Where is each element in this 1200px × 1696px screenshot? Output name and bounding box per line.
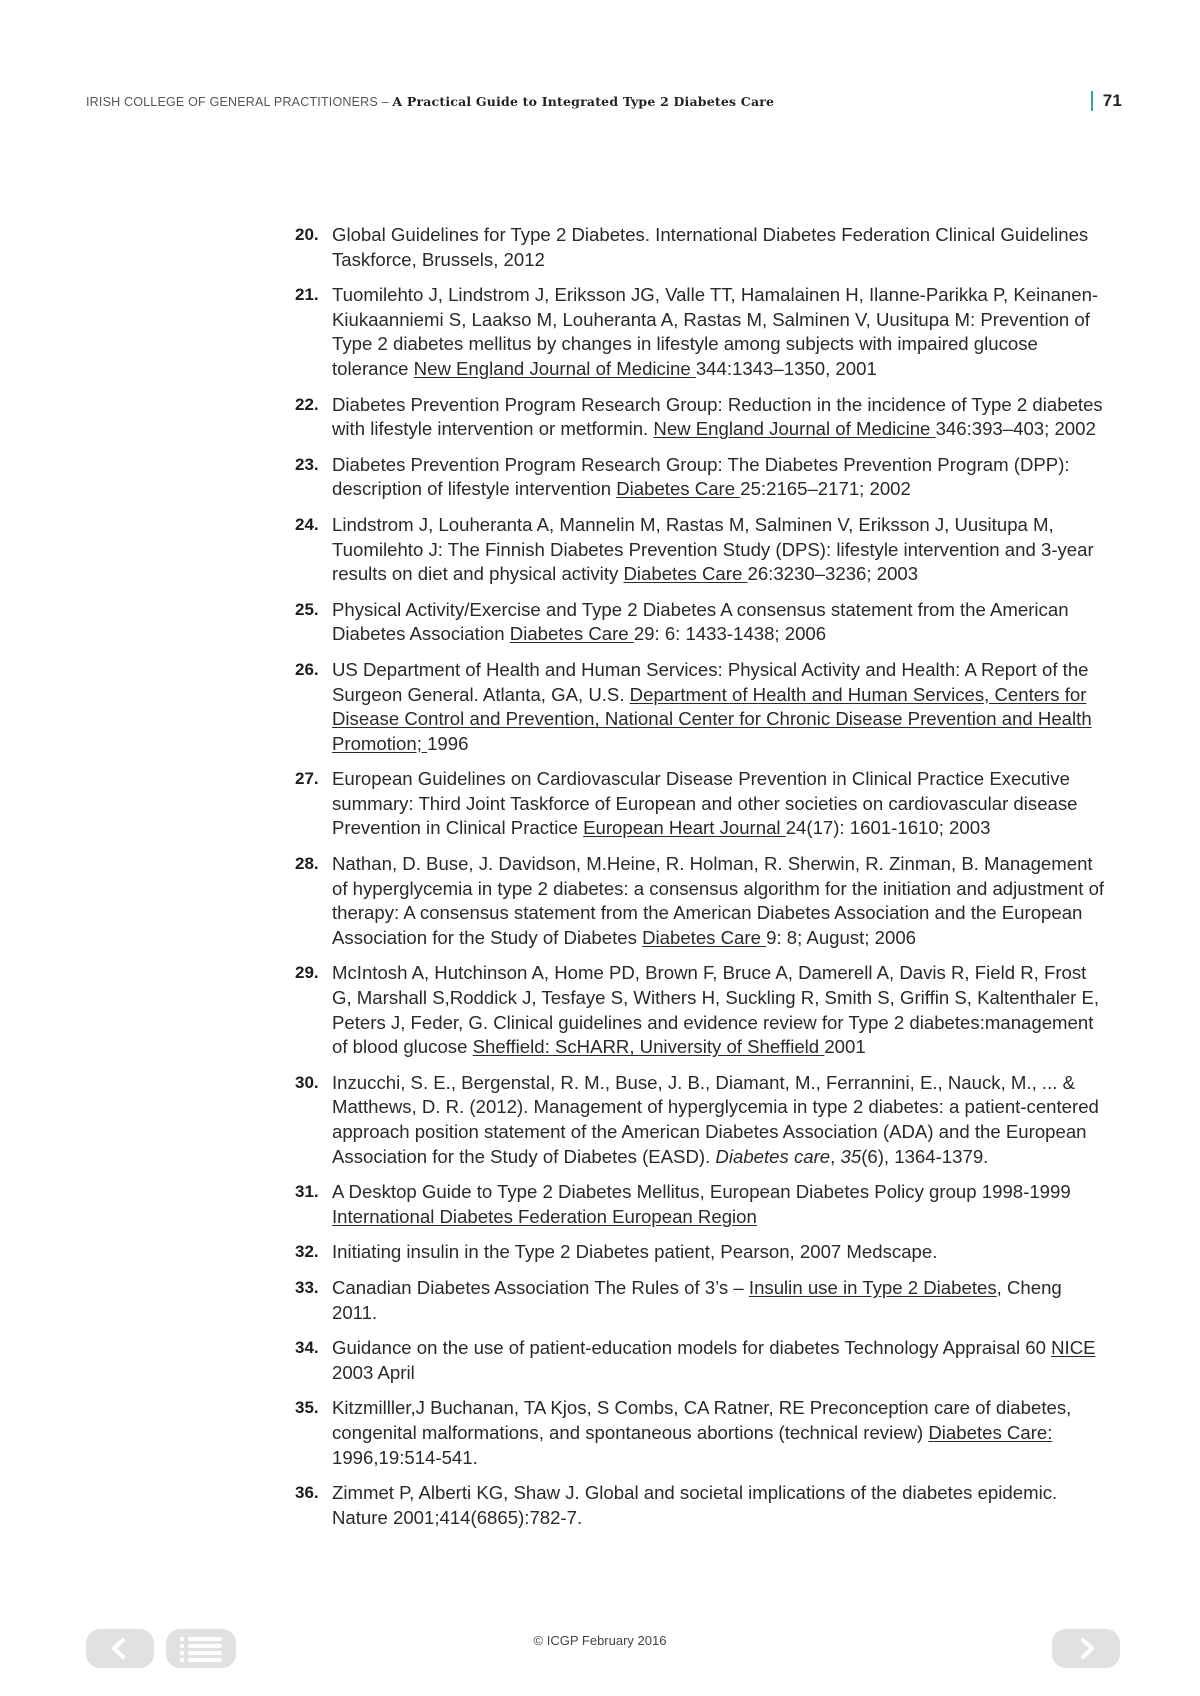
reference-item — [290, 1396, 1110, 1470]
reference-text: US Department of Health and Human Services: Physical Activity and Health: A Report of the Surgeon General. Atlanta, GA, U.S. — [332, 658, 1089, 705]
reference-text: 346:393–403; 2002 — [935, 418, 1096, 440]
reference-number: 25. — [295, 599, 319, 619]
reference-item — [290, 223, 1110, 272]
reference-text: 9: 8; August; 2006 — [766, 926, 917, 948]
reference-number: 35. — [295, 1398, 319, 1418]
contents-menu-button[interactable] — [166, 1629, 236, 1668]
reference-number: 33. — [295, 1277, 319, 1297]
reference-item — [290, 1240, 1110, 1265]
reference-italic-text: Diabetes care — [715, 1145, 831, 1167]
reference-item — [290, 393, 1110, 442]
reference-text: Diabetes Prevention Program Research Group: The Diabetes Prevention Program (DPP): description of lifestyle intervention — [332, 453, 1070, 500]
reference-text: McIntosh A, Hutchinson A, Home PD, Brown F, Bruce A, Damerell A, Davis R, Field R, Frost G, Marshall S,Roddick J, Tesfaye S, Withers H, Suckling R, Smith S, Griffin S, Kaltenthaler E, Peters J, Feder, G. Clinical guidelines and evidence review for Type 2 diabetes:management of blood glucose — [332, 962, 1100, 1058]
reference-item — [290, 283, 1110, 381]
page-header — [86, 91, 1122, 118]
reference-item — [290, 1276, 1110, 1325]
reference-number: 22. — [295, 394, 319, 414]
reference-link[interactable]: Diabetes Care — [623, 563, 748, 585]
header-separator: – — [377, 95, 393, 109]
reference-item — [290, 598, 1110, 647]
reference-link[interactable]: NICE — [1051, 1337, 1096, 1359]
reference-text: Lindstrom J, Louheranta A, Mannelin M, Rastas M, Salminen V, Eriksson J, Uusitupa M, Tuomilehto J: The Finnish Diabetes Prevention Study (DPS): lifestyle intervention and 3-year results on diet and physical activity — [332, 513, 1094, 585]
reference-number: 29. — [295, 963, 319, 983]
reference-number: 27. — [295, 769, 319, 789]
reference-link[interactable]: Diabetes Care: — [928, 1421, 1053, 1443]
reference-text: 26:3230–3236; 2003 — [747, 563, 919, 585]
reference-number: 26. — [295, 659, 319, 679]
reference-link[interactable]: Insulin use in Type 2 Diabetes — [748, 1276, 997, 1298]
reference-text: Nathan, D. Buse, J. Davidson, M.Heine, R. Holman, R. Sherwin, R. Zinman, B. Management of hyperglycemia in type 2 diabetes: a consensus algorithm for the initiation and adjustment of therapy: A consensus statement from the American Diabetes Association and the European Association for the Study of Diabetes — [332, 853, 1105, 948]
reference-link[interactable]: Diabetes Care — [642, 926, 767, 948]
reference-text: , Cheng 2011. — [332, 1276, 1062, 1323]
reference-text: 1996 — [427, 732, 469, 754]
reference-item — [290, 658, 1110, 756]
reference-text: Initiating insulin in the Type 2 Diabetes patient, Pearson, 2007 Medscape. — [332, 1241, 938, 1263]
reference-italic-text: 35 — [840, 1145, 862, 1167]
reference-text: 25:2165–2171; 2002 — [740, 478, 911, 500]
reference-item — [290, 453, 1110, 502]
reference-item — [290, 1180, 1110, 1229]
reference-item — [290, 852, 1110, 950]
reference-list — [290, 223, 1110, 1541]
reference-link[interactable]: Diabetes Care — [616, 478, 741, 500]
reference-text: Physical Activity/Exercise and Type 2 Diabetes A consensus statement from the American Diabetes Association — [332, 598, 1069, 645]
reference-number: 30. — [295, 1072, 319, 1092]
copyright-notice: © ICGP February 2016 — [533, 1633, 667, 1648]
reference-item — [290, 513, 1110, 587]
previous-page-button[interactable] — [86, 1629, 154, 1668]
reference-item — [290, 1336, 1110, 1385]
header-org: IRISH COLLEGE OF GENERAL PRACTITIONERS — [86, 95, 378, 109]
reference-item — [290, 767, 1110, 841]
chevron-right-icon — [1052, 1629, 1120, 1668]
reference-text: Canadian Diabetes Association The Rules of 3’s – — [332, 1276, 749, 1298]
page-number: 71 — [1091, 91, 1122, 111]
header-title: A Practical Guide to Integrated Type 2 Diabetes Care — [392, 94, 775, 109]
next-page-button[interactable] — [1052, 1629, 1120, 1668]
reference-text: 29: 6: 1433-1438; 2006 — [633, 623, 827, 645]
reference-text: Inzucchi, S. E., Bergenstal, R. M., Buse, J. B., Diamant, M., Ferrannini, E., Nauck, M., ... & Matthews, D. R. (2012). Management of hyperglycemia in type 2 diabetes: a patient-centered approach position statement of the American Diabetes Association (ADA) and the European Association for the Study of Diabetes (EASD). — [332, 1071, 1099, 1167]
reference-text: Diabetes Prevention Program Research Group: Reduction in the incidence of Type 2 diabetes with lifestyle intervention or metformin. — [332, 393, 1103, 440]
reference-item — [290, 1481, 1110, 1530]
reference-text: 344:1343–1350, 2001 — [695, 357, 877, 379]
reference-text: European Guidelines on Cardiovascular Disease Prevention in Clinical Practice Executive summary: Third Joint Taskforce of European and other societies on cardiovascular disease Prevention in Clinical Practice — [332, 768, 1078, 839]
reference-number: 21. — [295, 285, 319, 305]
list-menu-icon — [166, 1629, 236, 1668]
reference-link[interactable]: Department of Health and Human Services, Centers for Disease Control and Prevention, National Center for Chronic Disease Prevention and Health Promotion; — [332, 683, 1092, 754]
reference-link[interactable]: European Heart Journal — [583, 817, 786, 839]
reference-number: 24. — [295, 514, 319, 534]
reference-text: , — [830, 1145, 841, 1167]
reference-number: 34. — [295, 1338, 319, 1358]
reference-number: 31. — [295, 1182, 319, 1202]
reference-number: 28. — [295, 854, 319, 874]
chevron-left-icon — [86, 1629, 154, 1668]
reference-number: 20. — [295, 225, 319, 244]
reference-text: 2003 April — [332, 1361, 415, 1383]
reference-link[interactable]: International Diabetes Federation European Region — [332, 1205, 757, 1227]
reference-link[interactable]: Diabetes Care — [509, 623, 634, 645]
reference-link[interactable]: New England Journal of Medicine — [653, 418, 936, 440]
reference-number: 36. — [295, 1483, 319, 1503]
reference-link[interactable]: New England Journal of Medicine — [413, 357, 696, 379]
reference-number: 23. — [295, 454, 319, 474]
reference-text: Tuomilehto J, Lindstrom J, Eriksson JG, Valle TT, Hamalainen H, Ilanne-Parikka P, Keinanen-Kiukaanniemi S, Laakso M, Louheranta A, Rastas M, Salminen V, Uusitupa M: Prevention of Type 2 diabetes mellitus by changes in lifestyle among subjects with impaired glucose tolerance — [332, 284, 1099, 379]
reference-text: Zimmet P, Alberti KG, Shaw J. Global and societal implications of the diabetes epidemic. Nature 2001;414(6865):782-7. — [332, 1482, 1058, 1528]
reference-text: (6), 1364-1379. — [861, 1145, 989, 1167]
reference-text: Guidance on the use of patient-education models for diabetes Technology Appraisal 60 — [332, 1337, 1052, 1359]
reference-item — [290, 1071, 1110, 1169]
reference-text: 24(17): 1601-1610; 2003 — [785, 817, 991, 839]
reference-number: 32. — [295, 1242, 319, 1262]
reference-text: 1996,19:514-541. — [332, 1446, 478, 1468]
reference-text: A Desktop Guide to Type 2 Diabetes Mellitus, European Diabetes Policy group 1998-1999 — [332, 1181, 1071, 1203]
reference-text: 2001 — [824, 1036, 866, 1058]
reference-link[interactable]: Sheffield: ScHARR, University of Sheffield — [472, 1036, 825, 1058]
reference-item — [290, 961, 1110, 1059]
reference-text: Global Guidelines for Type 2 Diabetes. International Diabetes Federation Clinical Guidelines Taskforce, Brussels, 2012 — [332, 224, 1089, 270]
reference-text: Kitzmilller,J Buchanan, TA Kjos, S Combs, CA Ratner, RE Preconception care of diabetes, congenital malformations, and spontaneous abortions (technical review) — [332, 1397, 1072, 1443]
